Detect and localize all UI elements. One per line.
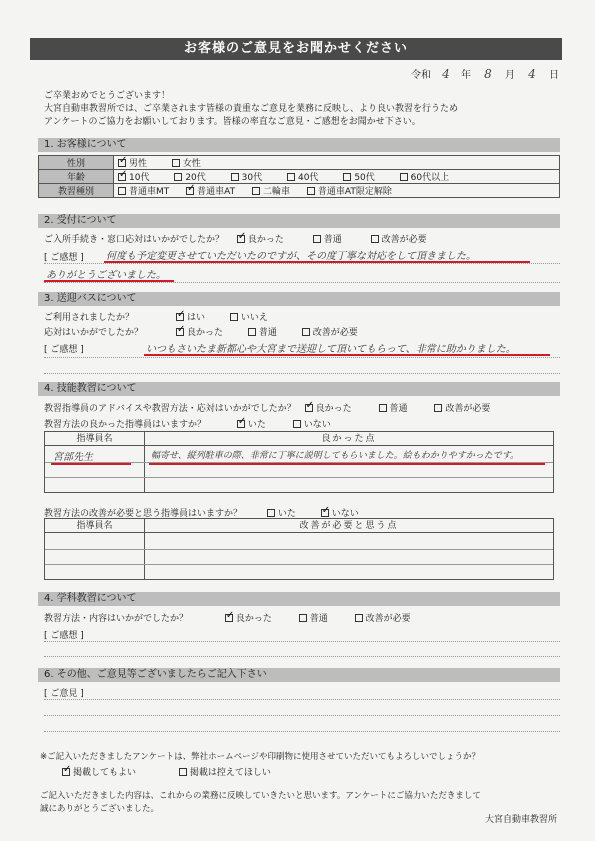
date-month-label: 月 <box>504 70 515 81</box>
good-instructor-table <box>44 431 554 493</box>
reception-impression-label: [ ご感想 ] <box>44 253 84 263</box>
consent-deny-checkbox[interactable]: 掲載は控えてほしい <box>179 768 271 778</box>
good-table-col-point: 良かった点 <box>145 432 553 446</box>
improve-instructor-yes-checkbox[interactable]: いた <box>267 509 296 519</box>
intro-line-3: アンケートのご協力をお願いしております。皆様の率直なご意見・ご感想をお聞かせ下さい。 <box>44 117 421 127</box>
instructor-normal-checkbox[interactable]: 普通 <box>379 404 408 414</box>
course-mt-checkbox[interactable]: 普通車MT <box>118 187 169 197</box>
academic-normal-checkbox[interactable]: 普通 <box>299 614 328 624</box>
bus-underline <box>144 354 550 356</box>
section-2-header: 2. 受付について <box>38 214 560 228</box>
academic-impression-label: [ ご感想 ] <box>44 631 84 641</box>
bus-service-question: 応対はいかがでしたか？ <box>44 328 144 338</box>
good-instructor-yes-checkbox[interactable]: ✓ いた <box>237 420 266 430</box>
section-4-header: 4. 技能教習について <box>38 382 560 396</box>
improve-instructor-table <box>44 518 554 580</box>
bus-rule-2 <box>44 373 560 374</box>
reception-good-checkbox[interactable]: ✓ 良かった <box>237 235 284 245</box>
instructor-improve-checkbox[interactable]: 改善が必要 <box>434 404 490 414</box>
intro-line-2: 大宮自動車教習所では、ご卒業されます皆様の貴重なご意見を業務に反映し、より良い教習を行うため <box>44 104 459 114</box>
section-1-header: 1. お客様について <box>38 138 560 152</box>
reception-rule-1 <box>44 263 560 264</box>
bus-good-checkbox[interactable]: ✓ 良かった <box>176 328 223 338</box>
academic-good-checkbox[interactable]: ✓ 良かった <box>225 614 272 624</box>
bus-usage-options <box>176 310 268 323</box>
consent-question: ※ご記入いただきましたアンケートは、弊社ホームページや印刷物に使用させていただいてもよろしいでしょうか？ <box>40 752 480 762</box>
age-label: 年齢 <box>39 170 114 184</box>
good-table-col-name: 指導員名 <box>45 432 145 446</box>
bus-normal-checkbox[interactable]: 普通 <box>248 328 277 338</box>
bus-service-options <box>176 325 358 338</box>
bus-improve-checkbox[interactable]: 改善が必要 <box>302 328 358 338</box>
reception-normal-checkbox[interactable]: 普通 <box>313 235 342 245</box>
date-month-value[interactable]: 8 <box>484 67 492 81</box>
improve-table-col-name: 指導員名 <box>45 519 145 533</box>
consent-options <box>62 765 271 778</box>
date-day-label: 日 <box>549 70 559 81</box>
age-20s-checkbox[interactable]: 20代 <box>174 173 205 183</box>
bus-no-checkbox[interactable]: いいえ <box>230 313 268 323</box>
age-10s-checkbox[interactable]: ✓ 10代 <box>118 173 149 183</box>
bus-usage-question: ご利用されましたか？ <box>44 313 135 323</box>
bus-yes-checkbox[interactable]: ✓ はい <box>176 313 205 323</box>
reception-question: ご入所手続き・窓口応対はいかがでしたか？ ✓ 良かった 普通 改善が必要 <box>44 232 427 245</box>
instructor-question: 教習指導員のアドバイスや教習方法・応対はいかがでしたか？ ✓ 良かった 普通 改善が必要 <box>44 401 490 414</box>
good-instructor-question: 教習方法の良かった指導員はいますか？ ✓ いた いない <box>44 417 331 430</box>
section-5-header: 4. 学科教習について <box>38 592 560 606</box>
form-title: お客様のご意見をお聞かせください <box>30 38 562 60</box>
footer-line-2: 誠にありがとうございました。 <box>40 804 160 814</box>
reception-rule-2 <box>44 282 560 283</box>
school-name: 大宮自動車教習所 <box>484 815 557 825</box>
reception-handwriting-1[interactable]: 何度も予定変更させていただいたのですが、その度丁寧な対応をして頂きました。 <box>106 251 476 262</box>
section-6-header: 6. その他、ご意見等ございましたらご記入下さい <box>38 668 560 682</box>
age-30s-checkbox[interactable]: 30代 <box>231 173 262 183</box>
section-3-header: 3. 送迎バスについて <box>38 292 560 306</box>
academic-question: 教習方法・内容はいかがでしたか？ ✓ 良かった 普通 改善が必要 <box>44 611 411 624</box>
reception-handwriting-2[interactable]: ありがとうございました。 <box>46 270 166 281</box>
improve-instructor-question: 教習方法の改善が必要と思う指導員はいますか？ いた ✓ いない <box>44 506 359 519</box>
good-instructor-name[interactable]: 宮部先生 <box>53 452 93 463</box>
gender-row <box>39 156 560 170</box>
gender-options <box>114 156 560 170</box>
instructor-good-checkbox[interactable]: ✓ 良かった <box>305 404 352 414</box>
age-50s-checkbox[interactable]: 50代 <box>343 173 374 183</box>
course-motorcycle-checkbox[interactable]: 二輪車 <box>252 187 290 197</box>
bus-handwriting[interactable]: いつもさいたま新都心や大宮まで送迎して頂いてもらって、非常に助かりました。 <box>146 344 516 355</box>
date-year-label: 年 <box>460 70 471 81</box>
course-at-release-checkbox[interactable]: 普通車AT限定解除 <box>307 187 392 197</box>
intro-text <box>44 90 564 129</box>
age-60s-checkbox[interactable]: 60代以上 <box>400 173 449 183</box>
good-instructor-point[interactable]: 幅寄せ、縦列駐車の際、非常に丁寧に説明してもらいました。絵もわかりやすかったです。 <box>151 451 520 461</box>
age-options <box>114 170 560 184</box>
gender-female-checkbox[interactable]: 女性 <box>172 159 201 169</box>
age-40s-checkbox[interactable]: 40代 <box>287 173 318 183</box>
date-line <box>411 66 559 81</box>
academic-improve-checkbox[interactable]: 改善が必要 <box>355 614 411 624</box>
bus-rule-1 <box>44 357 560 358</box>
course-label: 教習種別 <box>39 184 114 198</box>
customer-info-table <box>38 155 560 198</box>
gender-male-checkbox[interactable]: ✓ 男性 <box>118 159 147 169</box>
consent-allow-checkbox[interactable]: ✓掲載してもよい <box>62 768 136 778</box>
course-row <box>39 184 560 198</box>
intro-line-1: ご卒業おめでとうございます！ <box>44 91 171 101</box>
improve-table-col-point: 改善が必要と思う点 <box>145 519 553 533</box>
footer-line-1: ご記入いただきました内容は、これからの業務に反映していきたいと思います。アンケートにご協力いただきまして <box>40 791 481 801</box>
bus-impression-label: [ ご感想 ] <box>44 345 84 355</box>
reception-improve-checkbox[interactable]: 改善が必要 <box>371 235 427 245</box>
age-row <box>39 170 560 184</box>
course-at-checkbox[interactable]: ✓ 普通車AT <box>186 187 235 197</box>
date-era: 令和 <box>410 70 431 81</box>
gender-label: 性別 <box>39 156 114 170</box>
good-instructor-no-checkbox[interactable]: いない <box>293 420 331 430</box>
date-day-value[interactable]: 4 <box>528 67 536 81</box>
improve-instructor-no-checkbox[interactable]: ✓ いない <box>321 509 359 519</box>
date-year-value[interactable]: 4 <box>442 67 450 81</box>
course-options <box>114 184 560 198</box>
opinion-label: [ ご意見 ] <box>44 689 84 699</box>
